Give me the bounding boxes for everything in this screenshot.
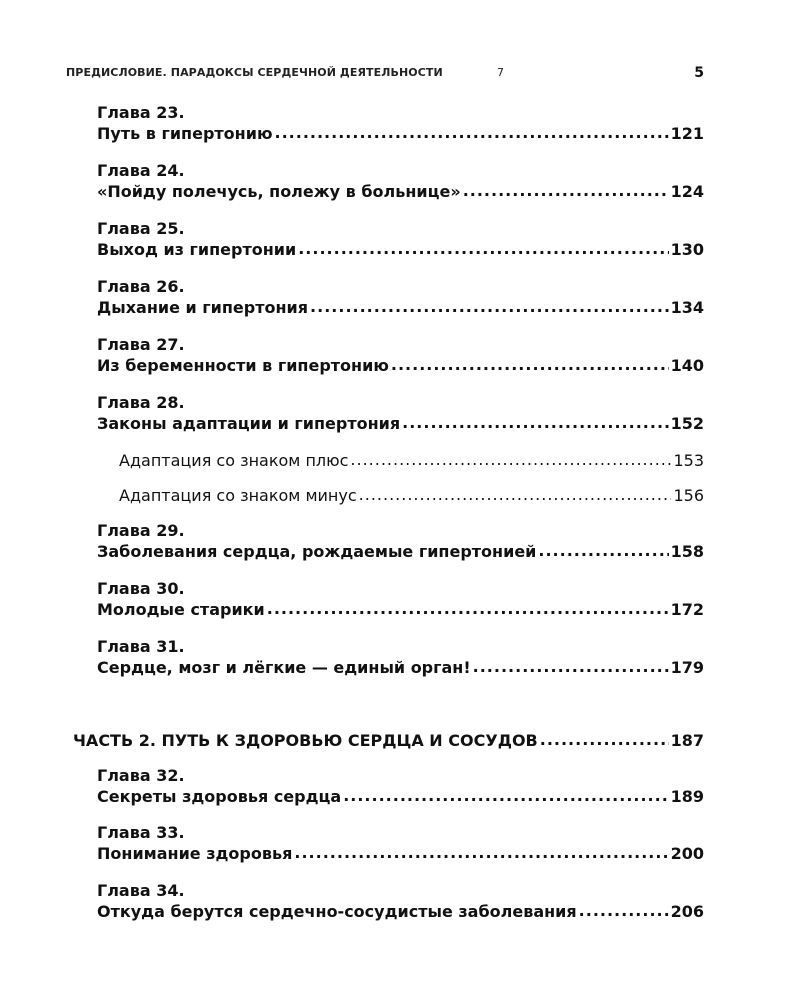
toc-line (97, 123, 704, 145)
chapter-number: Глава 29. (97, 521, 185, 540)
dot-leader (463, 180, 669, 202)
running-header-section-number: 7 (497, 66, 504, 79)
running-header-title: ПРЕДИСЛОВИЕ. ПАРАДОКСЫ СЕРДЕЧНОЙ ДЕЯТЕЛЬНОСТИ (66, 66, 443, 79)
page-ref: 179 (670, 658, 704, 677)
dot-leader (310, 296, 669, 318)
chapter-number: Глава 23. (97, 103, 185, 122)
toc-line (119, 450, 704, 472)
page-number: 5 (694, 65, 704, 81)
chapter-number: Глава 25. (97, 219, 185, 238)
toc-line (97, 239, 704, 261)
chapter-title: Из беременности в гипертонию (97, 356, 389, 375)
toc-entry[interactable] (97, 766, 704, 808)
toc-line (97, 786, 704, 808)
chapter-title: Секреты здоровья сердца (97, 787, 342, 806)
page-ref: 200 (670, 844, 704, 863)
page-ref: 152 (670, 414, 704, 433)
chapter-title: Путь в гипертонию (97, 124, 273, 143)
dot-leader (275, 122, 669, 144)
section-title: Адаптация со знаком минус (119, 486, 357, 505)
page-ref: 158 (670, 542, 704, 561)
page-ref: 206 (670, 902, 704, 921)
chapter-title: Дыхание и гипертония (97, 298, 309, 317)
dot-leader (350, 449, 671, 471)
chapter-title: Откуда берутся сердечно-сосудистые заболевания (97, 902, 577, 921)
toc-entry[interactable] (97, 219, 704, 261)
toc-entry[interactable] (97, 103, 704, 145)
dot-leader (402, 412, 668, 434)
dot-leader (391, 354, 669, 376)
chapter-title: Сердце, мозг и лёгкие — единый орган! (97, 658, 471, 677)
toc-line (97, 901, 704, 923)
toc-line (97, 181, 704, 203)
toc-line (97, 541, 704, 563)
chapter-title: «Пойду полечусь, полежу в больнице» (97, 182, 461, 201)
dot-leader (294, 842, 668, 864)
toc-entry[interactable] (97, 579, 704, 621)
toc-line (97, 843, 704, 865)
toc-entry[interactable] (97, 823, 704, 865)
chapter-number: Глава 28. (97, 393, 185, 412)
toc-subentry[interactable] (119, 450, 704, 472)
chapter-number: Глава 24. (97, 161, 185, 180)
part-title: ЧАСТЬ 2. ПУТЬ К ЗДОРОВЬЮ СЕРДЦА И СОСУДОВ (73, 731, 538, 750)
toc-line (97, 413, 704, 435)
toc-part-entry[interactable] (73, 730, 704, 752)
page-ref: 172 (670, 600, 704, 619)
chapter-number: Глава 31. (97, 637, 185, 656)
toc-entry[interactable] (97, 521, 704, 563)
toc-line (73, 730, 704, 752)
chapter-number: Глава 32. (97, 766, 185, 785)
toc-subentry[interactable] (119, 485, 704, 507)
dot-leader (267, 598, 669, 620)
chapter-number: Глава 34. (97, 881, 185, 900)
toc-line (119, 485, 704, 507)
page-ref: 189 (670, 787, 704, 806)
page-ref: 130 (670, 240, 704, 259)
page-ref: 140 (670, 356, 704, 375)
section-title: Адаптация со знаком плюс (119, 451, 349, 470)
chapter-title: Заболевания сердца, рождаемые гипертонией (97, 542, 537, 561)
toc-line (97, 599, 704, 621)
page-ref: 134 (670, 298, 704, 317)
chapter-number: Глава 27. (97, 335, 185, 354)
page-ref: 121 (670, 124, 704, 143)
toc-entry[interactable] (97, 637, 704, 679)
toc-entry[interactable] (97, 881, 704, 923)
toc-line (97, 657, 704, 679)
page-ref: 156 (673, 486, 704, 505)
chapter-title: Законы адаптации и гипертония (97, 414, 401, 433)
running-header (66, 66, 704, 86)
toc-entry[interactable] (97, 335, 704, 377)
page-ref: 153 (673, 451, 704, 470)
chapter-number: Глава 33. (97, 823, 185, 842)
page-ref: 187 (670, 731, 704, 750)
dot-leader (298, 238, 668, 260)
toc-line (97, 355, 704, 377)
toc-entry[interactable] (97, 277, 704, 319)
page-ref: 124 (670, 182, 704, 201)
dot-leader (579, 900, 669, 922)
dot-leader (540, 729, 669, 751)
toc-entry[interactable] (97, 161, 704, 203)
toc-entry[interactable] (97, 393, 704, 435)
chapter-title: Понимание здоровья (97, 844, 293, 863)
dot-leader (538, 540, 668, 562)
dot-leader (343, 785, 668, 807)
chapter-number: Глава 30. (97, 579, 185, 598)
chapter-title: Выход из гипертонии (97, 240, 297, 259)
chapter-title: Молодые старики (97, 600, 265, 619)
toc-line (97, 297, 704, 319)
dot-leader (359, 484, 672, 506)
chapter-number: Глава 26. (97, 277, 185, 296)
dot-leader (473, 656, 669, 678)
